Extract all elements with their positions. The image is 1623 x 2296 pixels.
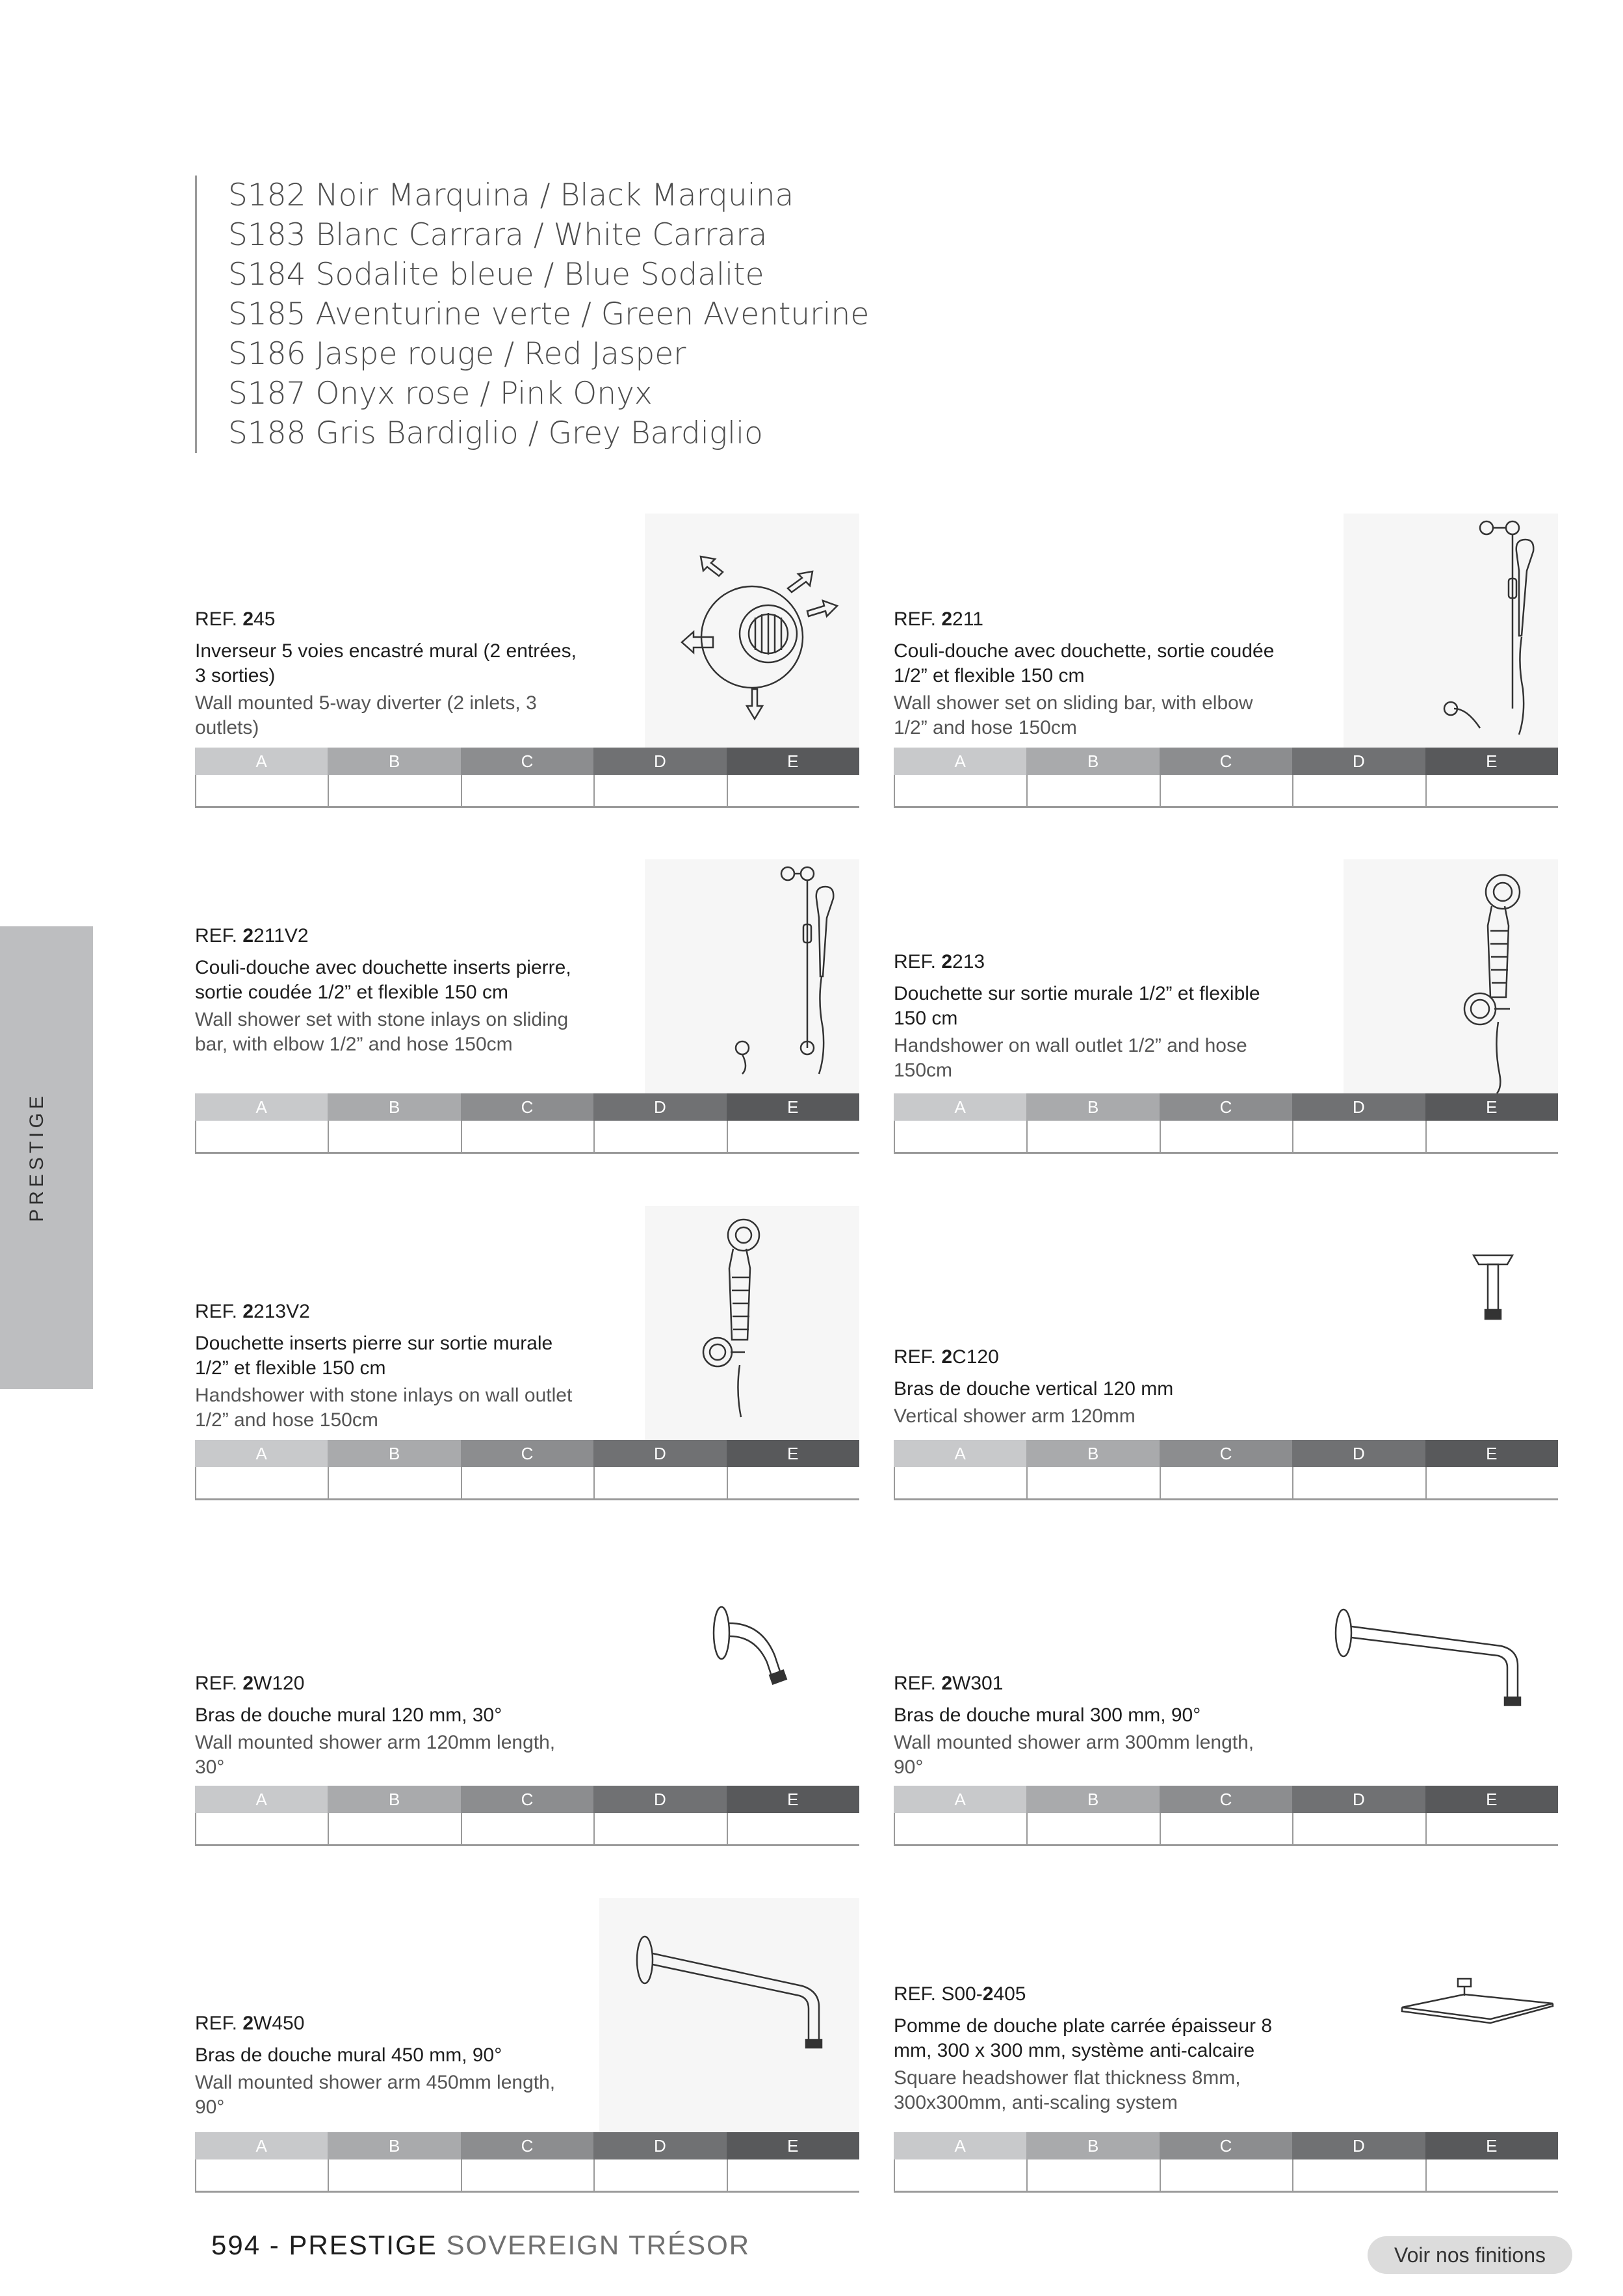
grid-col-d: D	[1292, 1786, 1425, 1813]
grid-cell	[727, 1813, 859, 1844]
grid-col-b: B	[1026, 748, 1159, 775]
grid-cell	[1425, 1813, 1558, 1844]
grid-cell	[1425, 2159, 1558, 2191]
grid-col-a: A	[894, 748, 1026, 775]
finish-grid	[195, 1093, 859, 1154]
product-card-2w120	[195, 1552, 859, 1851]
grid-cell	[328, 2159, 460, 2191]
wall-arm-450-illustration	[599, 1898, 859, 2132]
grid-col-c: C	[1160, 748, 1292, 775]
grid-col-c: C	[1160, 1093, 1292, 1121]
grid-col-d: D	[1292, 748, 1425, 775]
product-ref: REF. 2W301	[894, 1673, 1004, 1694]
grid-col-b: B	[328, 1093, 460, 1121]
grid-cell	[593, 1121, 726, 1152]
grid-col-e: E	[727, 1093, 859, 1121]
grid-col-e: E	[1425, 748, 1558, 775]
grid-cell	[328, 1467, 460, 1498]
finish-grid	[894, 2132, 1558, 2193]
grid-cell	[195, 2159, 328, 2191]
grid-cell	[1425, 775, 1558, 806]
grid-cell	[1160, 1121, 1292, 1152]
grid-cell	[461, 1467, 593, 1498]
product-desc-fr: Couli-douche avec douchette inserts pierre, sortie coudée 1/2” et flexible 150 cm	[195, 957, 571, 1003]
view-finishes-button[interactable]: Voir nos finitions	[1368, 2236, 1572, 2274]
product-desc-fr: Inverseur 5 voies encastré mural (2 entrées, 3 sorties)	[195, 640, 577, 686]
product-card-245	[195, 514, 859, 813]
grid-col-a: A	[195, 748, 328, 775]
finish-item: S185 Aventurine verte / Green Aventurine	[228, 296, 870, 332]
product-desc-fr: Bras de douche mural 300 mm, 90°	[894, 1704, 1201, 1726]
product-ref: REF. 2213V2	[195, 1301, 310, 1322]
finish-grid	[195, 2132, 859, 2193]
grid-col-c: C	[461, 1093, 593, 1121]
grid-cell	[195, 775, 328, 806]
product-desc-en: Wall mounted shower arm 450mm length, 90°	[195, 2072, 556, 2118]
footer-page-title	[211, 2230, 750, 2261]
grid-col-a: A	[195, 2132, 328, 2159]
grid-col-d: D	[1292, 1440, 1425, 1467]
product-ref: REF. 2211	[894, 608, 983, 630]
grid-col-b: B	[328, 1440, 460, 1467]
grid-cell	[894, 1467, 1026, 1498]
grid-col-a: A	[195, 1786, 328, 1813]
grid-col-b: B	[1026, 2132, 1159, 2159]
finishes-list	[195, 176, 869, 453]
grid-cell	[1026, 1813, 1159, 1844]
grid-col-e: E	[1425, 1440, 1558, 1467]
finish-item: S183 Blanc Carrara / White Carrara	[228, 217, 768, 253]
grid-cell	[894, 775, 1026, 806]
grid-col-e: E	[1425, 1093, 1558, 1121]
wall-arm-120-illustration	[645, 1552, 859, 1786]
grid-cell	[328, 1813, 460, 1844]
grid-col-a: A	[195, 1440, 328, 1467]
grid-cell	[894, 1121, 1026, 1152]
product-desc-fr: Bras de douche vertical 120 mm	[894, 1378, 1174, 1400]
sliding-bar-stone-illustration	[645, 859, 859, 1093]
product-ref: REF. 245	[195, 608, 276, 630]
grid-cell	[1292, 2159, 1425, 2191]
product-ref: REF. 2213	[894, 951, 985, 972]
grid-cell	[195, 1121, 328, 1152]
grid-col-d: D	[593, 1093, 726, 1121]
product-card-2w301	[894, 1552, 1558, 1851]
finish-grid	[195, 748, 859, 808]
grid-col-a: A	[195, 1093, 328, 1121]
grid-col-a: A	[894, 1093, 1026, 1121]
grid-col-c: C	[461, 2132, 593, 2159]
grid-col-b: B	[1026, 1786, 1159, 1813]
grid-cell	[894, 2159, 1026, 2191]
handshower-stone-illustration	[645, 1206, 859, 1440]
finish-grid	[195, 1786, 859, 1846]
grid-col-d: D	[593, 1440, 726, 1467]
grid-cell	[1425, 1121, 1558, 1152]
grid-cell	[593, 2159, 726, 2191]
side-section-label: PRESTIGE	[26, 1092, 47, 1222]
collection-name: SOVEREIGN TRÉSOR	[437, 2230, 751, 2260]
product-desc-en: Square headshower flat thickness 8mm, 300x300mm, anti-scaling system	[894, 2067, 1241, 2113]
finish-grid	[894, 1093, 1558, 1154]
grid-cell	[1160, 775, 1292, 806]
wall-arm-300-illustration	[1298, 1552, 1558, 1786]
grid-col-b: B	[1026, 1093, 1159, 1121]
grid-cell	[461, 1813, 593, 1844]
product-desc-en: Handshower with stone inlays on wall outlet 1/2” and hose 150cm	[195, 1385, 573, 1431]
grid-cell	[195, 1813, 328, 1844]
product-card-2211	[894, 514, 1558, 813]
finish-grid	[195, 1440, 859, 1500]
grid-cell	[593, 1467, 726, 1498]
grid-cell	[593, 775, 726, 806]
grid-cell	[1026, 775, 1159, 806]
grid-cell	[1292, 775, 1425, 806]
grid-col-e: E	[727, 748, 859, 775]
grid-cell	[328, 775, 460, 806]
finish-grid	[894, 1786, 1558, 1846]
grid-col-d: D	[593, 1786, 726, 1813]
finish-item: S188 Gris Bardiglio / Grey Bardiglio	[228, 415, 763, 451]
grid-col-c: C	[1160, 1786, 1292, 1813]
diverter-illustration	[645, 514, 859, 748]
product-text	[195, 924, 585, 1057]
grid-col-a: A	[894, 2132, 1026, 2159]
grid-col-a: A	[894, 1440, 1026, 1467]
grid-cell	[461, 1121, 593, 1152]
product-ref: REF. 2211V2	[195, 925, 309, 946]
product-ref: REF. 2C120	[894, 1346, 999, 1368]
product-desc-en: Wall mounted 5-way diverter (2 inlets, 3 outlets)	[195, 692, 537, 738]
grid-cell	[1026, 1467, 1159, 1498]
page-number: 594 - PRESTIGE	[211, 2230, 437, 2260]
finish-item: S184 Sodalite bleue / Blue Sodalite	[228, 257, 764, 293]
product-desc-en: Handshower on wall outlet 1/2” and hose 150cm	[894, 1035, 1247, 1081]
grid-col-c: C	[461, 748, 593, 775]
handshower-illustration	[1344, 859, 1558, 1093]
finish-grid	[894, 1440, 1558, 1500]
square-headshower-illustration	[1344, 1898, 1558, 2132]
product-card-2w450	[195, 1898, 859, 2197]
product-desc-fr: Pomme de douche plate carrée épaisseur 8 mm, 300 x 300 mm, système anti-calcaire	[894, 2015, 1273, 2061]
finish-grid	[894, 748, 1558, 808]
grid-cell	[1292, 1121, 1425, 1152]
product-desc-fr: Douchette inserts pierre sur sortie murale 1/2” et flexible 150 cm	[195, 1333, 553, 1379]
grid-cell	[727, 1121, 859, 1152]
grid-col-e: E	[727, 1786, 859, 1813]
product-desc-en: Wall mounted shower arm 120mm length, 30°	[195, 1732, 556, 1778]
product-desc-en: Vertical shower arm 120mm	[894, 1405, 1136, 1427]
grid-col-c: C	[461, 1440, 593, 1467]
grid-cell	[195, 1467, 328, 1498]
product-desc-fr: Bras de douche mural 120 mm, 30°	[195, 1704, 502, 1726]
grid-cell	[894, 1813, 1026, 1844]
grid-col-b: B	[1026, 1440, 1159, 1467]
grid-col-e: E	[727, 2132, 859, 2159]
grid-col-e: E	[1425, 1786, 1558, 1813]
product-desc-fr: Douchette sur sortie murale 1/2” et flexible 150 cm	[894, 983, 1260, 1029]
product-desc-en: Wall shower set with stone inlays on sliding bar, with elbow 1/2” and hose 150cm	[195, 1009, 569, 1055]
product-ref: REF. 2W450	[195, 2013, 305, 2034]
grid-cell	[1160, 2159, 1292, 2191]
grid-cell	[1292, 1467, 1425, 1498]
grid-cell	[1026, 1121, 1159, 1152]
product-desc-en: Wall shower set on sliding bar, with elbow 1/2” and hose 150cm	[894, 692, 1253, 738]
product-desc-fr: Bras de douche mural 450 mm, 90°	[195, 2044, 502, 2066]
grid-col-d: D	[593, 748, 726, 775]
product-card-2c120	[894, 1206, 1558, 1505]
grid-col-a: A	[894, 1786, 1026, 1813]
product-ref: REF. S00-2405	[894, 1983, 1026, 2005]
grid-col-d: D	[593, 2132, 726, 2159]
product-ref: REF. 2W120	[195, 1673, 305, 1694]
sliding-bar-illustration	[1344, 514, 1558, 748]
grid-cell	[1160, 1467, 1292, 1498]
product-desc-en: Wall mounted shower arm 300mm length, 90°	[894, 1732, 1254, 1778]
grid-cell	[1292, 1813, 1425, 1844]
grid-col-b: B	[328, 2132, 460, 2159]
grid-cell	[328, 1121, 460, 1152]
grid-cell	[727, 1467, 859, 1498]
grid-cell	[461, 775, 593, 806]
product-card-2213v2	[195, 1206, 859, 1505]
grid-col-c: C	[461, 1786, 593, 1813]
grid-cell	[461, 2159, 593, 2191]
grid-cell	[727, 2159, 859, 2191]
finish-item: S186 Jaspe rouge / Red Jasper	[228, 336, 686, 372]
finish-item: S182 Noir Marquina / Black Marquina	[228, 177, 794, 213]
vertical-arm-illustration	[1344, 1206, 1558, 1440]
grid-col-e: E	[1425, 2132, 1558, 2159]
grid-col-d: D	[1292, 1093, 1425, 1121]
product-card-s00-2405	[894, 1898, 1558, 2197]
grid-cell	[1026, 2159, 1159, 2191]
finish-item: S187 Onyx rose / Pink Onyx	[228, 376, 653, 411]
grid-col-e: E	[727, 1440, 859, 1467]
grid-cell	[1160, 1813, 1292, 1844]
grid-col-c: C	[1160, 2132, 1292, 2159]
grid-col-b: B	[328, 1786, 460, 1813]
grid-col-d: D	[1292, 2132, 1425, 2159]
product-card-2211v2	[195, 859, 859, 1158]
product-card-2213	[894, 859, 1558, 1158]
grid-cell	[1425, 1467, 1558, 1498]
product-desc-fr: Couli-douche avec douchette, sortie coudée 1/2” et flexible 150 cm	[894, 640, 1275, 686]
grid-col-b: B	[328, 748, 460, 775]
grid-col-c: C	[1160, 1440, 1292, 1467]
grid-cell	[593, 1813, 726, 1844]
grid-cell	[727, 775, 859, 806]
